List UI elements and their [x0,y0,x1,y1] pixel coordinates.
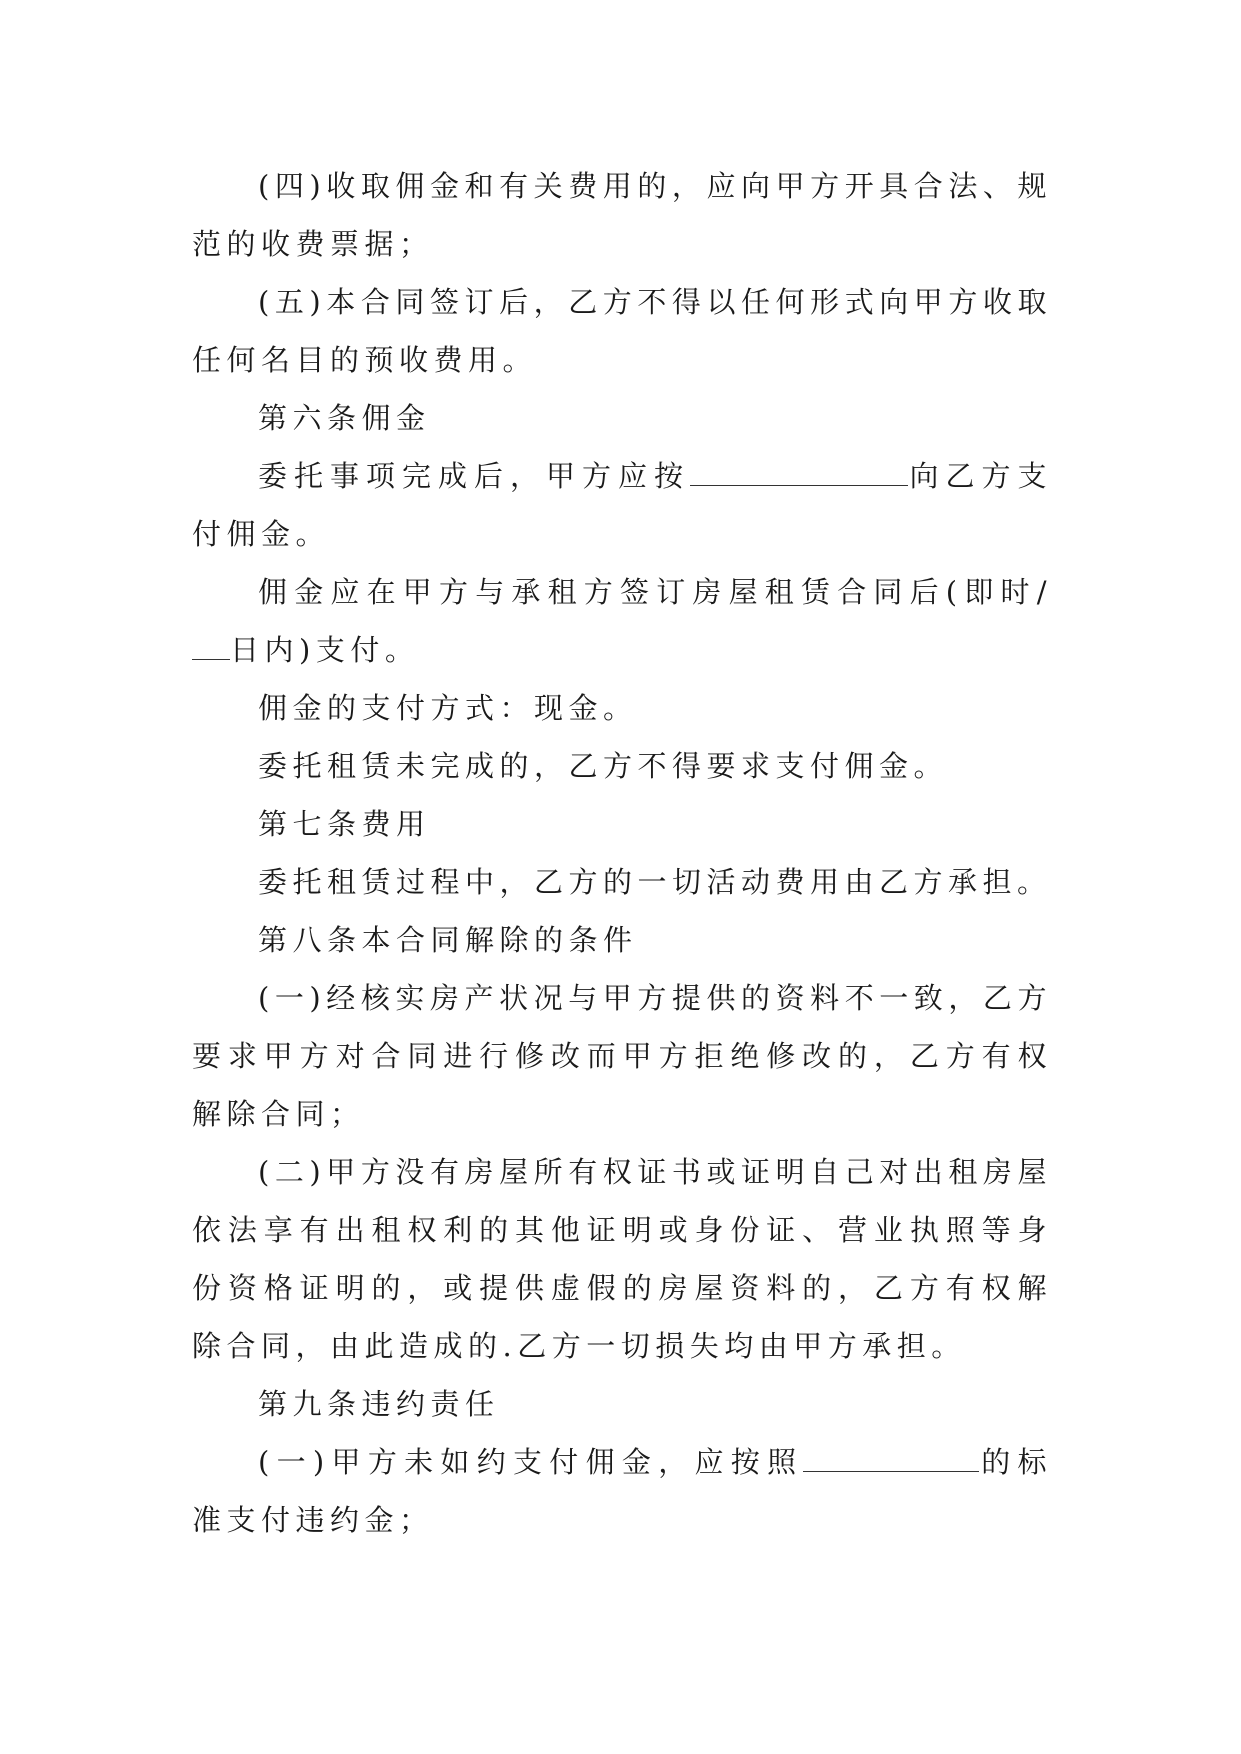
commission-rate-text-before: 委托事项完成后，甲方应按 [258,459,690,493]
liability-text-after: 的标准支付违约金； [192,1445,1052,1537]
termination-item-1: (一)经核实房产状况与甲方提供的资料不一致，乙方要求甲方对合同进行修改而甲方拒绝修改的，乙方有权解除合同； [192,981,1052,1131]
commission-timing-paragraph [192,563,1052,679]
termination-item-2: (二)甲方没有房屋所有权证书或证明自己对出租房屋依法享有出租权利的其他证明或身份证、营业执照等身份资格证明的，或提供虚假的房屋资料的，乙方有权解除合同，由此造成的.乙方一切损失均由甲方承担。 [192,1155,1052,1363]
commission-timing-text-after: 日内)支付。 [230,633,420,667]
commission-rate-blank [690,461,908,486]
penalty-standard-blank [803,1447,979,1472]
clause-5-item-5: (五)本合同签订后，乙方不得以任何形式向甲方收取任何名目的预收费用。 [192,285,1052,377]
commission-rate-paragraph [192,447,1052,563]
article-9-heading: 第九条违约责任 [258,1387,500,1421]
document-body [192,157,1052,1549]
commission-rate-text-after: 向乙方支付佣金。 [192,459,1052,551]
payment-method-paragraph: 佣金的支付方式：现金。 [258,691,638,725]
clause-5-item-4: (四)收取佣金和有关费用的，应向甲方开具合法、规范的收费票据； [192,169,1052,261]
incomplete-lease-paragraph: 委托租赁未完成的，乙方不得要求支付佣金。 [258,749,949,783]
expenses-paragraph: 委托租赁过程中，乙方的一切活动费用由乙方承担。 [258,865,1052,899]
liability-item-1 [192,1433,1052,1549]
liability-text-before: (一)甲方未如约支付佣金，应按照 [258,1445,804,1479]
commission-timing-text-before: 佣金应在甲方与承租方签订房屋租赁合同后(即时/ [258,575,1052,609]
article-8-heading: 第八条本合同解除的条件 [258,923,638,957]
article-6-heading: 第六条佣金 [258,401,431,435]
article-7-heading: 第七条费用 [258,807,431,841]
commission-days-blank [192,635,230,660]
